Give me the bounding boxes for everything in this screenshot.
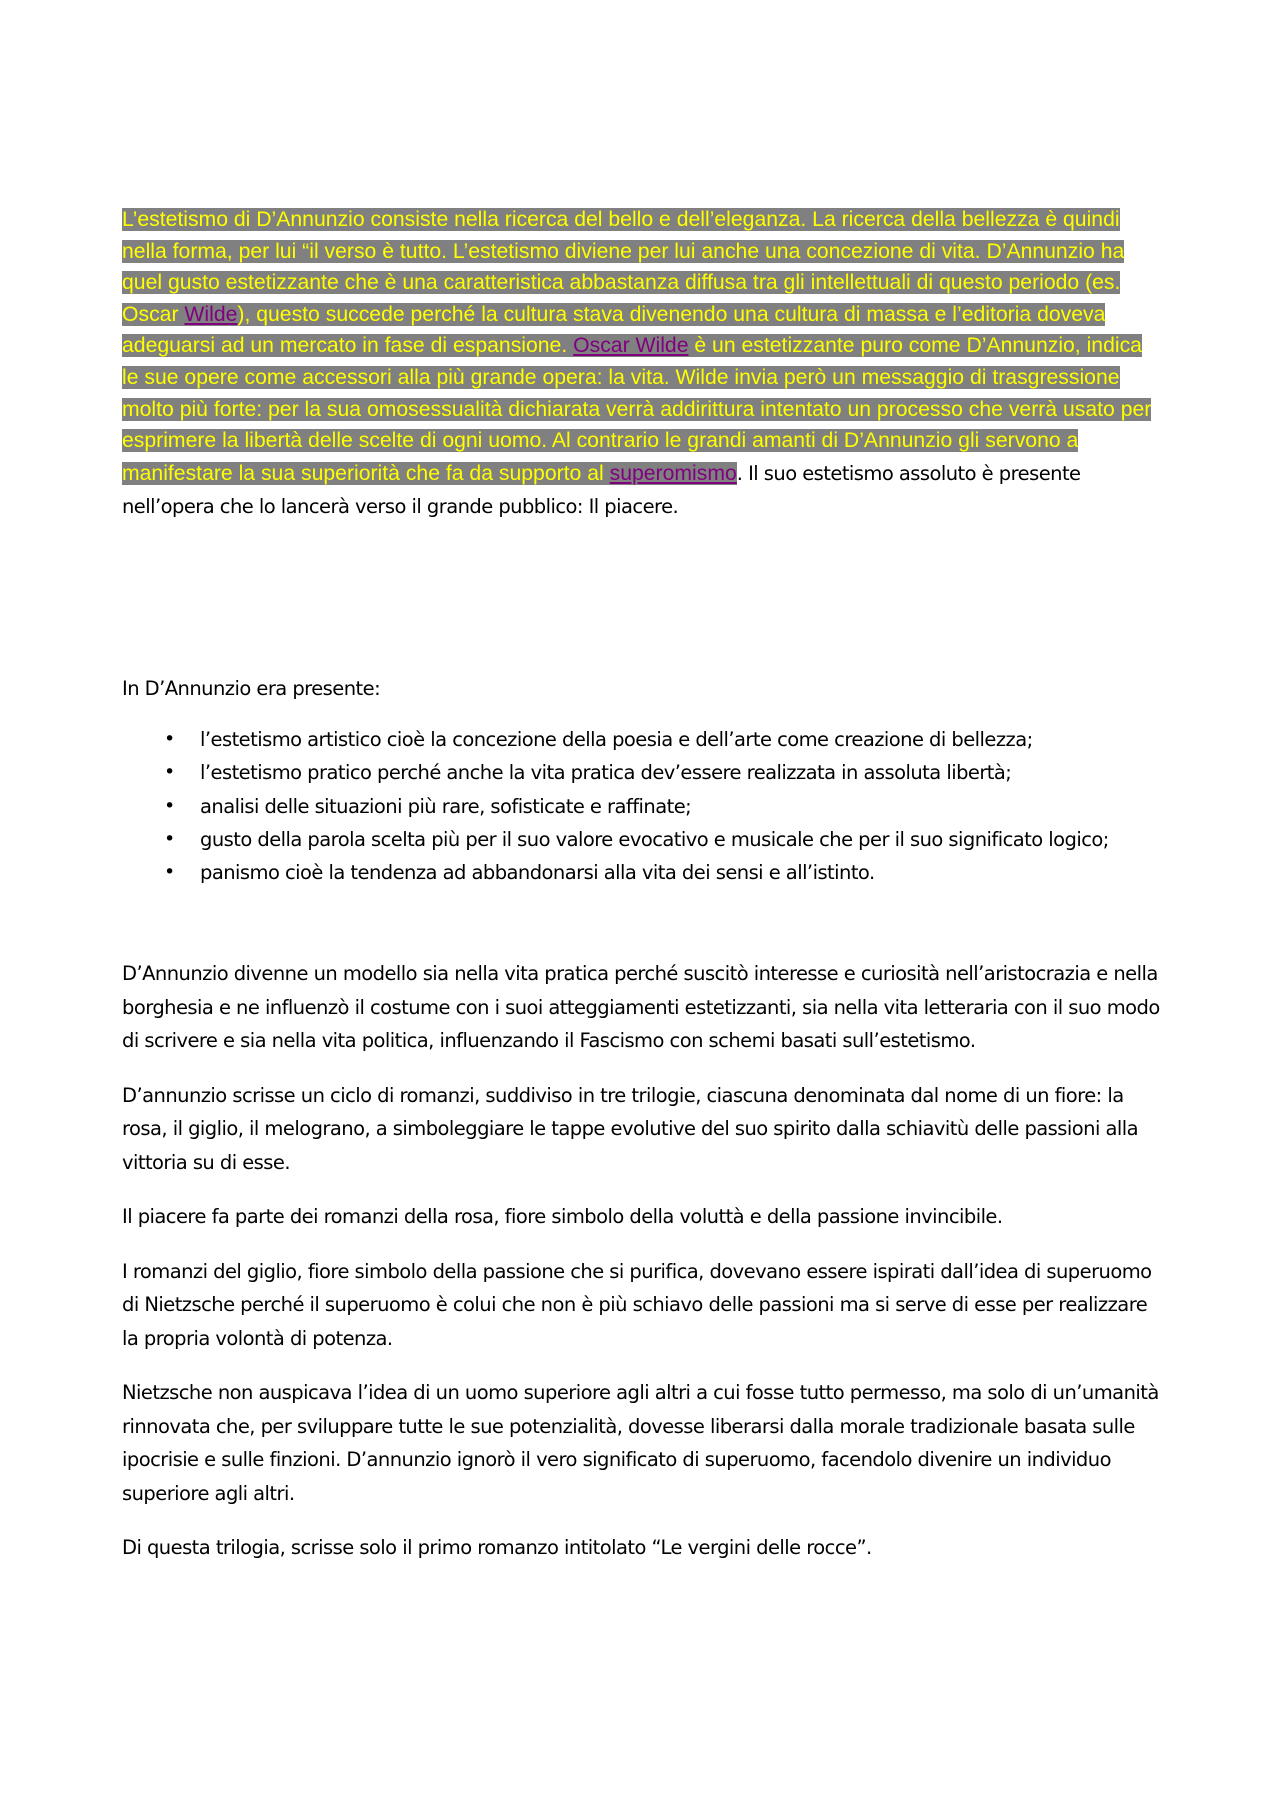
- paragraph-modello: D’Annunzio divenne un modello sia nella vita pratica perché suscitò interesse e curiosità nell’aristocrazia e nella borghesia e ne influenzò il costume con i suoi atteggiamenti estetizzanti, sia nella vita letteraria con il suo modo di scrivere e sia nella vita politica, influenzando il Fascismo con schemi basati sull’estetismo.: [122, 962, 1160, 1053]
- list-item: • gusto della parola scelta più per il suo valore evocativo e musicale che per il suo significato logico;: [122, 823, 1162, 856]
- list-item: • analisi delle situazioni più rare, sofisticate e raffinate;: [122, 790, 1162, 823]
- bullet-icon: •: [164, 728, 175, 751]
- document-body: [122, 204, 1162, 1565]
- bullet-icon: •: [164, 861, 175, 884]
- paragraph-ciclo-romanzi: D’annunzio scrisse un ciclo di romanzi, suddiviso in tre trilogie, ciascuna denominata dal nome di un fiore: la rosa, il giglio, il melograno, a simboleggiare le tappe evolutive del suo spirito dalla schiavitù delle passioni alla vittoria su di esse.: [122, 1083, 1138, 1174]
- list-item: • l’estetismo pratico perché anche la vita pratica dev’essere realizzata in assoluta libertà;: [122, 756, 1162, 789]
- link-superomismo[interactable]: superomismo: [609, 461, 737, 485]
- list-intro: In D’Annunzio era presente:: [122, 676, 381, 700]
- paragraph-nietzsche: Nietzsche non auspicava l’idea di un uomo superiore agli altri a cui fosse tutto permesso, ma solo di un’umanità rinnovata che, per sviluppare tutte le sue potenzialità, dovesse liberarsi dalla morale tradizionale basata sulle ipocrisie e sulle finzioni. D’annunzio ignorò il vero significato di superuomo, facendolo divenire un individuo superiore agli altri.: [122, 1381, 1159, 1505]
- paragraph-piacere: Il piacere fa parte dei romanzi della rosa, fiore simbolo della voluttà e della passione invincibile.: [122, 1205, 1003, 1229]
- list-item: • panismo cioè la tendenza ad abbandonarsi alla vita dei sensi e all’istinto.: [122, 856, 1162, 889]
- paragraph-giglio: I romanzi del giglio, fiore simbolo della passione che si purifica, dovevano essere ispirati dall’idea di superuomo di Nietzsche perché il superuomo è colui che non è più schiavo delle passioni ma si serve di esse per realizzare la propria volontà di potenza.: [122, 1259, 1152, 1350]
- link-oscar-wilde[interactable]: Oscar Wilde: [573, 334, 689, 358]
- bullet-icon: •: [164, 827, 175, 850]
- paragraph-tail: . Il suo estetismo assoluto è presente nell’opera che lo lancerà verso il grande pubblico: Il piacere.: [122, 461, 1081, 519]
- bullet-list: [122, 723, 1162, 889]
- highlighted-text: L’estetismo di D’Annunzio consiste nella ricerca del bello e dell’eleganza. La ricerca della bellezza è quindi nella forma, per lui “il verso è tutto. L’estetismo diviene per lui anche una concezione di vita. D’Annunzio ha quel gusto estetizzante che è una caratteristica abbastanza diffusa tra gli intellettuali di questo periodo (es. Oscar Wilde), questo succede perché la cultura stava divenendo una cultura di massa e l’editoria doveva adeguarsi ad un mercato in fase di espansione. Oscar Wilde è un estetizzante puro come D’Annunzio, indica le sue opere come accessori alla più grande opera: la vita. Wilde invia però un messaggio di trasgressione molto più forte: per la sua omosessualità dichiarata verrà addirittura intentato un processo che verrà usato per esprimere la libertà delle scelte di ogni uomo. Al contrario le grandi amanti di D’Annunzio gli servono a manifestare la sua superiorità che fa da supporto al superomismo: [122, 208, 1152, 485]
- list-item: • l’estetismo artistico cioè la concezione della poesia e dell’arte come creazione di bellezza;: [122, 723, 1162, 756]
- paragraph-trilogia: Di questa trilogia, scrisse solo il primo romanzo intitolato “Le vergini delle rocce”.: [122, 1536, 872, 1560]
- bullet-icon: •: [164, 794, 175, 817]
- highlighted-paragraph: [122, 204, 1162, 524]
- link-wilde[interactable]: Wilde: [184, 302, 238, 326]
- bullet-icon: •: [164, 761, 175, 784]
